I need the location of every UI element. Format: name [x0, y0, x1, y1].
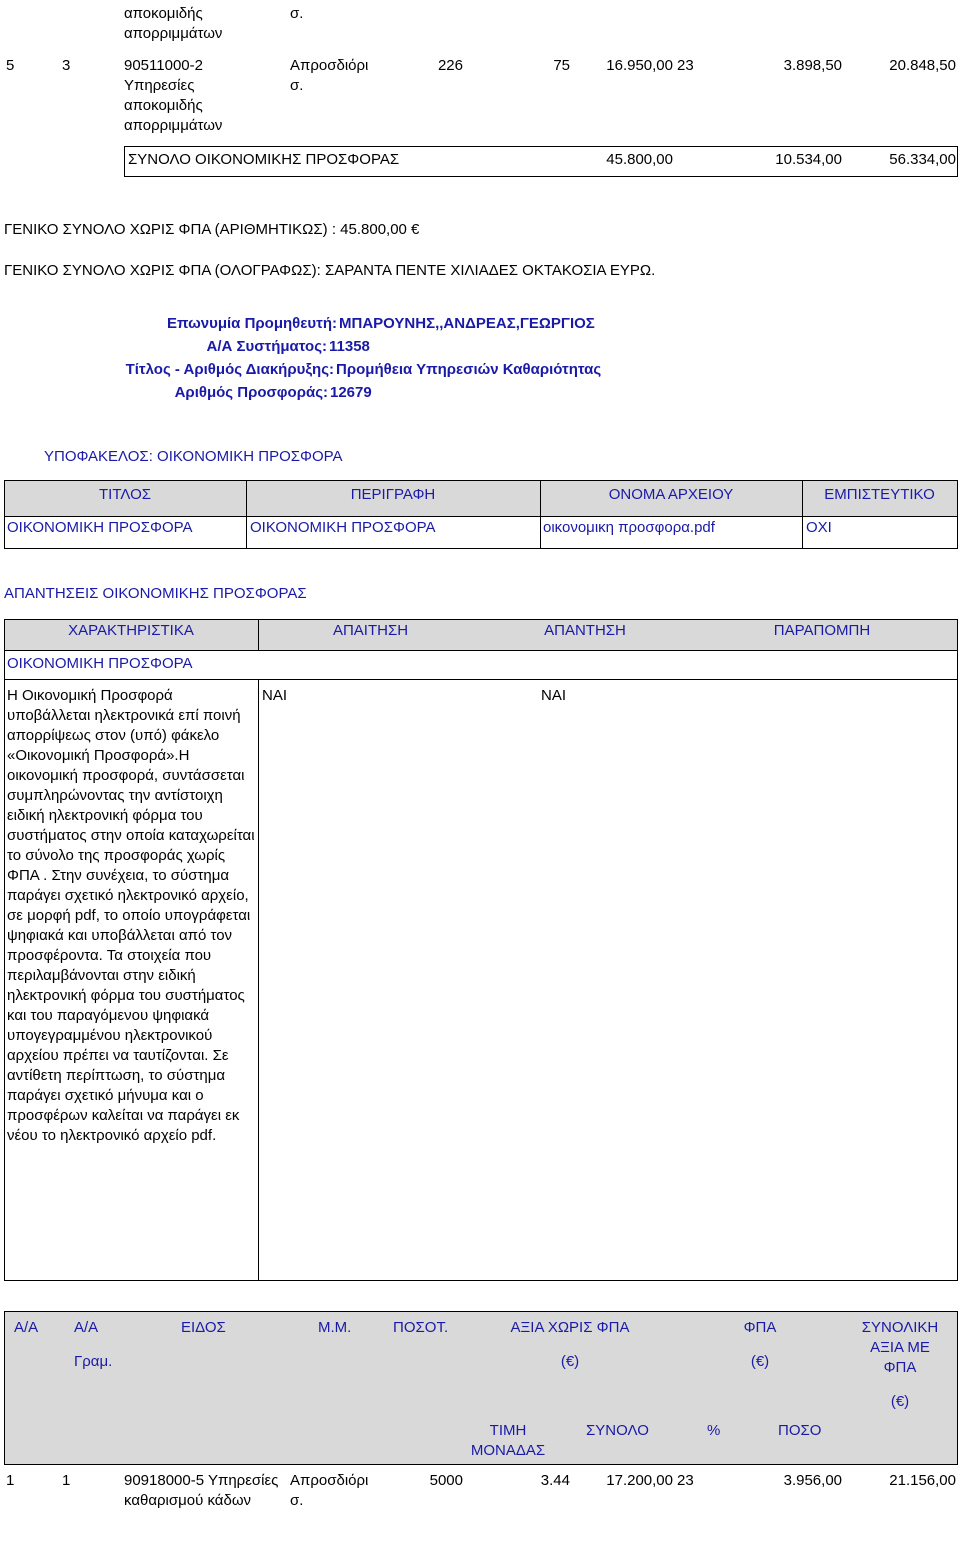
bottom-row1-vat-amount: 3.956,00: [783, 1472, 842, 1489]
row5-unit-price: 75: [553, 57, 570, 74]
answers-border-v4: [957, 619, 958, 1281]
sum-row-right-border: [957, 146, 958, 177]
bottom-header-mm: Μ.Μ.: [318, 1319, 352, 1336]
subfolder-header-description: ΠΕΡΙΓΡΑΦΗ: [350, 486, 436, 503]
sum-row-label: ΣΥΝΟΛΟ ΟΙΚΟΝΟΜΙΚΗΣ ΠΡΟΣΦΟΡΑΣ: [128, 151, 400, 168]
row5-total: 16.950,00: [606, 57, 673, 74]
answers-section-title: ΟΙΚΟΝΟΜΙΚΗ ΠΡΟΣΦΟΡΑ: [7, 655, 193, 672]
bottom-header-aa-gram-2: Γραμ.: [74, 1353, 113, 1370]
answers-border-v1-body: [258, 679, 259, 1281]
system-id-label: Α/Α Συστήματος:: [206, 338, 327, 355]
answers-border-v0: [4, 619, 5, 1281]
bottom-row1-unit: Απροσδιόρι σ.: [290, 1472, 369, 1509]
subfolder-cell-filename[interactable]: οικονομικη προσφορα.pdf: [543, 519, 715, 536]
subfolder-header-filename: ΟΝΟΜΑ ΑΡΧΕΙΟΥ: [608, 486, 734, 503]
bottom-header-total-3: ΦΠΑ: [883, 1359, 917, 1376]
bottom-header-aa-gram-1: Α/Α: [74, 1319, 99, 1336]
row5-grand-total: 20.848,50: [889, 57, 956, 74]
subfolder-border-top: [4, 480, 958, 481]
bottom-header-value-2: (€): [560, 1353, 580, 1370]
bottom-header-vat-2: (€): [750, 1353, 770, 1370]
subfolder-cell-description: ΟΙΚΟΝΟΜΙΚΗ ΠΡΟΣΦΟΡΑ: [250, 519, 436, 536]
bottom-header-vat-1: ΦΠΑ: [743, 1319, 777, 1336]
sum-row-top-border: [124, 146, 958, 147]
subfolder-cell-confidential: ΟΧΙ: [806, 519, 832, 536]
offer-number-value: 12679: [330, 384, 372, 401]
sum-row-total: 45.800,00: [606, 151, 673, 168]
bottom-header-aa: Α/Α: [14, 1319, 39, 1336]
offer-number-label: Αριθμός Προσφοράς:: [174, 384, 328, 401]
supplier-name-label: Επωνυμία Προμηθευτή:: [167, 315, 337, 332]
bottom-header-pct: %: [707, 1422, 721, 1439]
answers-border-header: [4, 650, 958, 651]
answers-row-text: Η Οικονομική Προσφορά υποβάλλεται ηλεκτρονικά επί ποινή απορρίψεως στον (υπό) φάκελο «Οικονομική Προσφορά».Η οικονομική προσφορά, συντάσσεται συμπληρώνοντας την αντίστοιχη ειδική ηλεκτρονική φόρμα του συστήματος στην οποία καταχωρείται το σύνολο της προσφοράς χωρίς ΦΠΑ . Στην συνέχεια, το σύστημα παράγει σχετικό ηλεκτρονικό αρχείο, σε μορφή pdf, το οποίο υπογράφεται ψηφιακά και υποβάλλεται από τον προσφέροντα. Τα στοιχεία που περιλαμβάνονται στην ειδική ηλεκτρονική φόρμα του συστήματος και του παραγόμενου ψηφιακά υπογεγραμμένου ηλεκτρονικού αρχείου πρέπει να ταυτίζονται. Σε αντίθετη περίπτωση, το σύστημα παράγει σχετικό μήνυμα και ο προσφέρων καλείται να παράγει εκ νέου το ηλεκτρονικό αρχείο pdf.: [7, 687, 255, 1144]
bottom-border-left: [4, 1311, 5, 1465]
bottom-header-unit-price: ΤΙΜΗ ΜΟΝΑΔΑΣ: [470, 1422, 546, 1459]
bottom-row1-qty: 5000: [429, 1472, 463, 1489]
answers-heading: ΑΠΑΝΤΗΣΕΙΣ ΟΙΚΟΝΟΜΙΚΗΣ ΠΡΟΣΦΟΡΑΣ: [4, 585, 307, 602]
row4-description: αποκομιδής απορριμμάτων: [124, 5, 223, 42]
answers-border-bottom: [4, 1280, 958, 1281]
row5-unit: Απροσδιόρι σ.: [290, 57, 369, 94]
bottom-row1-aa-gram: 1: [62, 1472, 71, 1489]
supplier-name-value: ΜΠΑΡΟΥΝΗΣ,,ΑΝΔΡΕΑΣ,ΓΕΩΡΓΙΟΣ: [339, 315, 595, 332]
grand-total-numeric: ΓΕΝΙΚΟ ΣΥΝΟΛΟ ΧΩΡΙΣ ΦΠΑ (ΑΡΙΘΜΗΤΙΚΩΣ) : 45.800,00 €: [4, 221, 420, 238]
subfolder-cell-title: ΟΙΚΟΝΟΜΙΚΗ ΠΡΟΣΦΟΡΑ: [7, 519, 193, 536]
bottom-header-total-4: (€): [890, 1393, 910, 1410]
bottom-border-top: [4, 1311, 958, 1312]
answers-border-section: [4, 679, 958, 680]
sum-row-left-border: [124, 146, 125, 177]
grand-total-words: ΓΕΝΙΚΟ ΣΥΝΟΛΟ ΧΩΡΙΣ ΦΠΑ (ΟΛΟΓΡΑΦΩΣ): ΣΑΡΑΝΤΑ ΠΕΝΤΕ ΧΙΛΙΑΔΕΣ ΟΚΤΑΚΟΣΙΑ ΕΥΡΩ.: [4, 262, 656, 279]
subfolder-header-confidential: ΕΜΠΙΣΤΕΥΤΙΚΟ: [824, 486, 935, 503]
answers-border-top: [4, 619, 958, 620]
row5-description: 90511000-2 Υπηρεσίες αποκομιδής απορριμμάτων: [124, 57, 223, 134]
answers-header-answer: ΑΠΑΝΤΗΣΗ: [544, 622, 626, 639]
bottom-row1-total: 17.200,00: [606, 1472, 673, 1489]
row5-vat-pct: 23: [677, 57, 694, 74]
bottom-border-header: [4, 1464, 958, 1465]
row5-aa-gram: 3: [62, 57, 71, 74]
bottom-header-qty: ΠΟΣΟΤ.: [393, 1319, 449, 1336]
answers-header-characteristics: ΧΑΡΑΚΤΗΡΙΣΤΙΚΑ: [68, 622, 194, 639]
bottom-row1-unit-price: 3.44: [540, 1472, 570, 1489]
answers-header-requirement: ΑΠΑΙΤΗΣΗ: [332, 622, 409, 639]
sum-row-bottom-border: [124, 176, 958, 177]
subfolder-heading: ΥΠΟΦΑΚΕΛΟΣ: ΟΙΚΟΝΟΜΙΚΗ ΠΡΟΣΦΟΡΑ: [44, 448, 343, 465]
row5-qty: 226: [437, 57, 463, 74]
subfolder-border-mid: [4, 516, 958, 517]
row5-vat-amount: 3.898,50: [783, 57, 842, 74]
subfolder-border-v4: [957, 480, 958, 549]
subfolder-border-bottom: [4, 548, 958, 549]
bottom-header-total-1: ΣΥΝΟΛΙΚΗ: [861, 1319, 939, 1336]
bottom-row1-aa: 1: [6, 1472, 15, 1489]
system-id-value: 11358: [329, 338, 370, 355]
bottom-header-value-1: ΑΞΙΑ ΧΩΡΙΣ ΦΠΑ: [510, 1319, 630, 1336]
tender-title-label: Τίτλος - Αριθμός Διακήρυξης:: [125, 361, 334, 378]
answers-row-answer: ΝΑΙ: [541, 687, 567, 704]
bottom-border-right: [957, 1311, 958, 1465]
row5-aa: 5: [6, 57, 15, 74]
subfolder-header-title: ΤΙΤΛΟΣ: [98, 486, 152, 503]
row4-unit: σ.: [290, 5, 304, 22]
bottom-header-item: ΕΙΔΟΣ: [181, 1319, 226, 1336]
bottom-row1-description: 90918000-5 Υπηρεσίες καθαρισμού κάδων: [124, 1472, 279, 1509]
bottom-row1-grand-total: 21.156,00: [889, 1472, 956, 1489]
bottom-header-amount: ΠΟΣΟ: [778, 1422, 822, 1439]
answers-row-requirement: ΝΑΙ: [262, 687, 288, 704]
sum-row-grand: 56.334,00: [889, 151, 956, 168]
tender-title-value: Προμήθεια Υπηρεσιών Καθαριότητας: [336, 361, 602, 378]
bottom-header-sum: ΣΥΝΟΛΟ: [586, 1422, 649, 1439]
answers-header-reference: ΠΑΡΑΠΟΜΠΗ: [773, 622, 871, 639]
bottom-row1-vat-pct: 23: [677, 1472, 694, 1489]
bottom-header-total-2: ΑΞΙΑ ΜΕ: [870, 1339, 930, 1356]
sum-row-vat: 10.534,00: [775, 151, 842, 168]
